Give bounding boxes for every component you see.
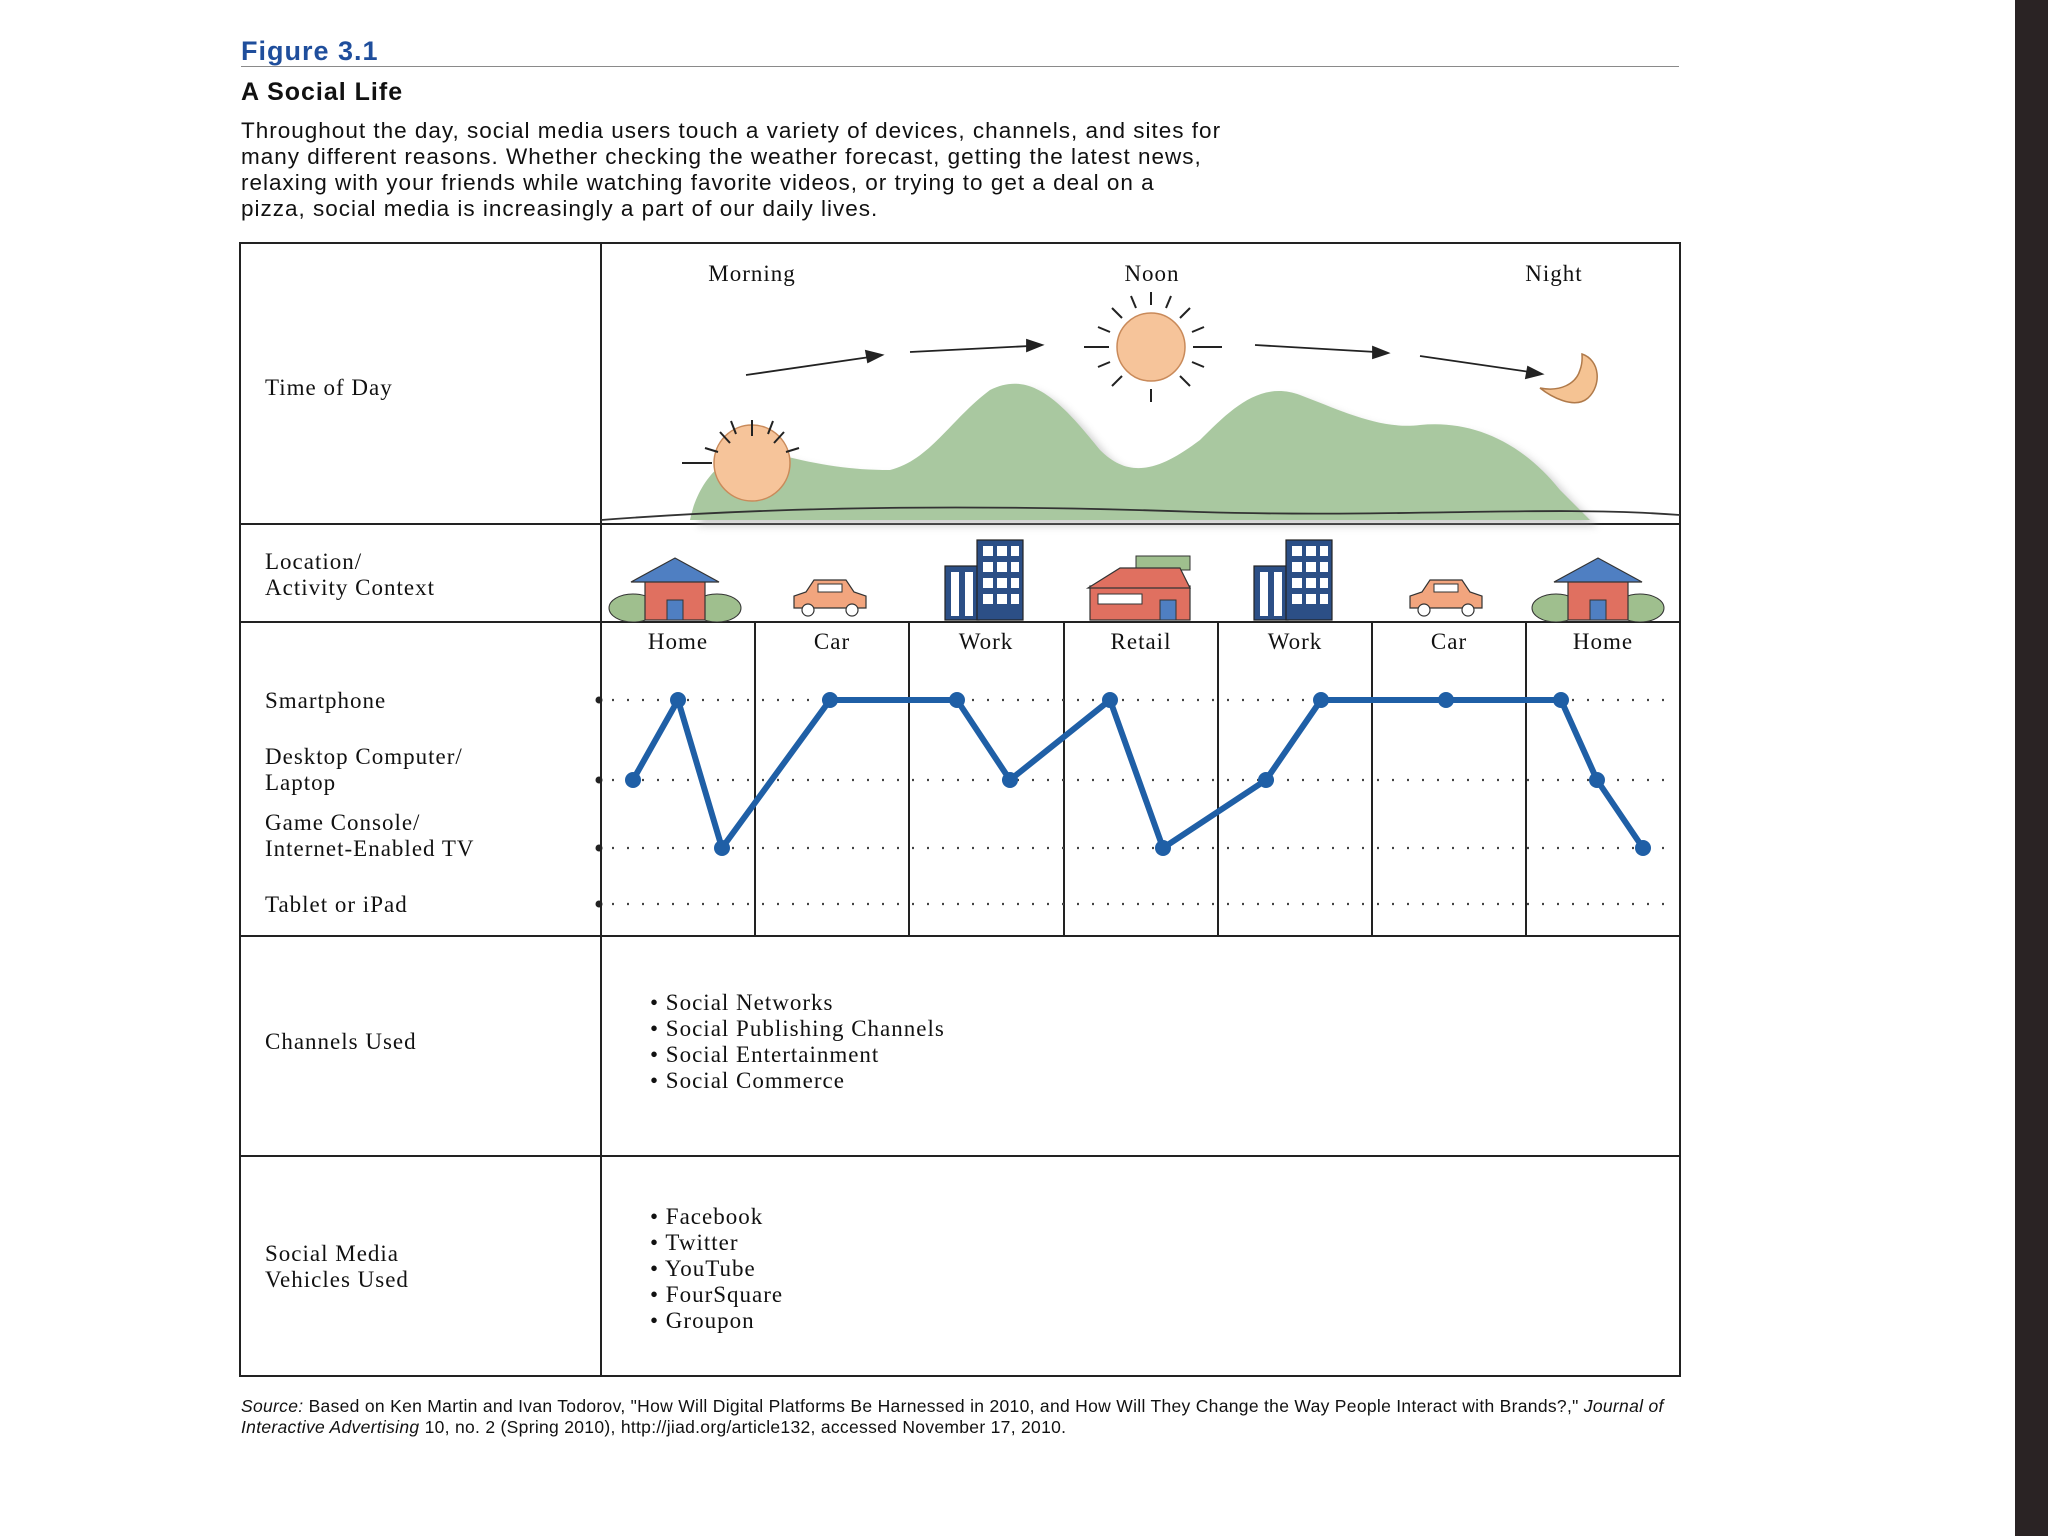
device-path-point (670, 692, 686, 708)
channel-item: • Social Publishing Channels (650, 1016, 945, 1041)
location-icons (609, 540, 1664, 622)
axis-tick (596, 901, 603, 908)
vehicle-item: • Facebook (650, 1204, 764, 1229)
device-path-point (949, 692, 965, 708)
device-path-point (1258, 772, 1274, 788)
noon-sun-icon (1084, 292, 1222, 402)
source-journal: Journal of Interactive Advertising (241, 1396, 1664, 1437)
location-label-work: Work (958, 629, 1014, 654)
row-label-channels-used: Channels Used (265, 1029, 417, 1054)
row-label-tablet: Tablet or iPad (265, 892, 408, 917)
device-usage-path (625, 692, 1651, 856)
channel-item: • Social Commerce (650, 1068, 845, 1093)
row-label-vehicles-line1: Social Media (265, 1241, 399, 1266)
office-building-icon (945, 540, 1023, 620)
retail-store-icon (1088, 556, 1190, 620)
device-path-point (1438, 692, 1454, 708)
row-label-desktop-line1: Desktop Computer/ (265, 744, 463, 769)
device-path-line (633, 700, 1643, 848)
figure-label: Figure 3.1 (241, 36, 379, 66)
device-path-point (625, 772, 641, 788)
figure-title: A Social Life (241, 78, 404, 106)
row-label-console-line2: Internet-Enabled TV (265, 836, 475, 861)
car-icon (1410, 580, 1482, 616)
device-path-point (1102, 692, 1118, 708)
location-label-home: Home (1572, 629, 1634, 654)
house-icon (1532, 558, 1664, 622)
axis-tick (596, 777, 603, 784)
channel-item: • Social Networks (650, 990, 834, 1015)
source-text-part2: 10, no. 2 (Spring 2010), http://jiad.org/article132, accessed November 17, 2010. (419, 1417, 1067, 1437)
axis-tick (596, 845, 603, 852)
figure-caption: Throughout the day, social media users touch a variety of devices, channels, and sites for many different reasons. Whether checking the weather forecast, getting the latest news, relaxing with your friends while watching favorite videos, or trying to get a deal on a pizza, social media is increasingly a part of our daily lives. (241, 118, 1222, 221)
row-label-smartphone: Smartphone (265, 688, 387, 713)
channels-list (650, 990, 945, 1093)
moon-icon (1540, 354, 1597, 403)
device-path-point (714, 840, 730, 856)
office-building-icon (1254, 540, 1332, 620)
row-label-console-line1: Game Console/ (265, 810, 421, 835)
row-label-location-line2: Activity Context (265, 575, 435, 600)
vehicle-item: • FourSquare (650, 1282, 784, 1307)
source-label: Source: (241, 1396, 304, 1416)
row-label-location-line1: Location/ (265, 549, 363, 574)
time-label-morning: Morning (708, 261, 796, 286)
vehicles-list (650, 1204, 783, 1333)
time-label-noon: Noon (1124, 261, 1180, 286)
time-label-night: Night (1525, 261, 1583, 286)
device-path-point (822, 692, 838, 708)
device-path-point (1313, 692, 1329, 708)
source-text-part1: Based on Ken Martin and Ivan Todorov, "How Will Digital Platforms Be Harnessed in 2010, and How Will They Change the Way People Interact with Brands?," (303, 1396, 1584, 1416)
device-path-point (1635, 840, 1651, 856)
location-label-retail: Retail (1110, 629, 1172, 654)
device-path-point (1589, 772, 1605, 788)
device-path-point (1553, 692, 1569, 708)
row-label-desktop-line2: Laptop (265, 770, 337, 795)
location-label-car: Car (813, 629, 851, 654)
channel-item: • Social Entertainment (650, 1042, 880, 1067)
device-path-point (1002, 772, 1018, 788)
vehicle-item: • YouTube (650, 1256, 756, 1281)
row-label-vehicles-line2: Vehicles Used (265, 1267, 409, 1292)
car-icon (794, 580, 866, 616)
device-path-point (1155, 840, 1171, 856)
location-label-work: Work (1267, 629, 1323, 654)
vehicle-item: • Groupon (650, 1308, 755, 1333)
row-label-time-of-day: Time of Day (265, 375, 393, 400)
location-label-home: Home (647, 629, 709, 654)
source-note (241, 1396, 1691, 1438)
table-frame (240, 243, 1680, 1376)
location-label-car: Car (1430, 629, 1468, 654)
axis-tick (596, 697, 603, 704)
vehicle-item: • Twitter (650, 1230, 739, 1255)
house-icon (609, 558, 741, 622)
